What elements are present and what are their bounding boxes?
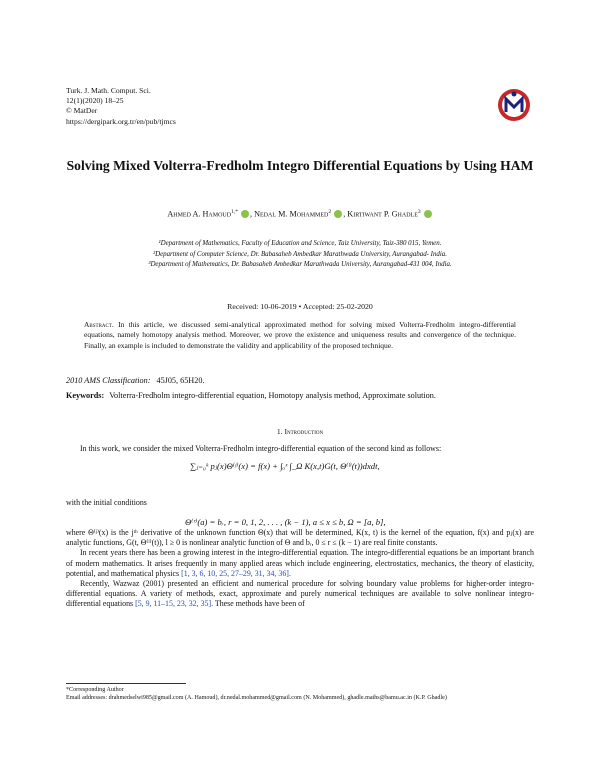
citation-link[interactable]: [5, 9, 11–15, 23, 32, 35]. — [135, 599, 214, 609]
journal-copyright: © MatDer — [66, 106, 98, 116]
initial-conditions-equation: Θ⁽ʳ⁾(a) = bᵣ, r = 0, 1, 2, . . . , (k − 1), a ≤ x ≤ b, Ω = [a, b], — [185, 517, 386, 527]
ams-value: 45J05, 65H20. — [156, 376, 205, 385]
author-name: Nedal M. Mohammed — [254, 209, 329, 219]
footnote-rule — [66, 683, 186, 684]
ams-label: 2010 AMS Classification: — [66, 376, 151, 385]
author-sup: 3 — [417, 209, 421, 215]
abstract — [84, 320, 516, 351]
orcid-icon[interactable] — [424, 210, 432, 218]
citation-link[interactable]: [1, 3, 6, 10, 25, 27–29, 31, 34, 36]. — [181, 568, 291, 578]
affiliation: ¹Department of Mathematics, Faculty of Education and Science, Taiz University, Taiz-380 015, Yemen. — [158, 240, 442, 247]
recent-text: In recent years there has been a growing interest in the integro-differential equation. The integro-differential equations be an important branch of modern mathematics. It arises frequently in many applied areas which include engineering, electrostatics, mechanics, the theory of elasticity, potential, and mathematical physics — [66, 548, 534, 578]
main-equation: ∑ⱼ₌₀ᵏ pⱼ(x)Θ⁽ʲ⁾(x) = f(x) + ∫ₐˣ ∫_Ω K(x,t)G(t, Θ⁽ˡ⁾(t))dxdt, — [190, 461, 380, 471]
section-heading: 1. Introduction — [276, 427, 324, 436]
where-paragraph: where Θ⁽ʲ⁾(x) is the jᵗʰ derivative of the unknown function Θ(x) that will be determined, K(x, t) is the kernel of the equation, f(x) and pⱼ(x) are analytic functions, G(t, Θ⁽ˡ⁾(t)), l ≥ 0 is nonlinear analytic function of Θ and bᵣ, 0 ≤ r ≤ (k − 1) are real finite constants. — [66, 528, 534, 548]
affiliation: ³Department of Mathematics, Dr. Babasaheb Ambedkar Marathwada University, Aurangabad-431 004, India. — [148, 261, 452, 268]
wazwaz-tail: These methods have been of — [214, 599, 305, 609]
orcid-icon[interactable] — [241, 210, 249, 218]
keywords-value: Volterra-Fredholm integro-differential equation, Homotopy analysis method, Approximate solution. — [109, 391, 436, 400]
keywords — [66, 391, 436, 400]
author-name: Kirtiwant P. Ghadle — [347, 209, 418, 219]
affiliations — [60, 239, 540, 271]
orcid-icon[interactable] — [334, 210, 342, 218]
abstract-text: In this article, we discussed semi-analytical approximated method for solving mixed Volterra-Fredholm integro-differential equations, namely homotopy analysis method. Moreover, we prove the existence and uniqueness results and convergence of the technique. Finally, an example is included to demonstrate the validity and applicability of the proposed technique. — [84, 320, 516, 350]
journal-url[interactable]: https://dergipark.org.tr/en/pub/tjmcs — [66, 116, 176, 126]
corresponding-author-note: *Corresponding Author — [66, 687, 124, 693]
body-text — [66, 528, 534, 610]
intro-paragraph: In this work, we consider the mixed Volterra-Fredholm integro-differential equation of the second kind as follows: — [80, 444, 442, 453]
recent-paragraph — [66, 548, 534, 579]
ams-classification — [66, 376, 204, 385]
footnotes — [66, 686, 534, 703]
author-sup: 2 — [328, 209, 332, 215]
initial-conditions-text: with the initial conditions — [66, 498, 147, 507]
wazwaz-paragraph — [66, 579, 534, 610]
author-name: Ahmed A. Hamoud — [167, 209, 232, 219]
matder-logo-icon — [497, 88, 531, 122]
journal-header — [66, 86, 176, 127]
paper-title: Solving Mixed Volterra-Fredholm Integro Differential Equations by Using HAM — [66, 158, 534, 173]
author-list: Ahmed A. Hamoud$^{1,*}$ , Nedal M. Mohammed$^2$ , Kirtiwant P. Ghadle$^3$ — [60, 209, 540, 219]
email-addresses: Email addresses: drahmedselwi985@gmail.com (A. Hamoud), dr.nedal.mohammed@gmail.com (N. Mohammed), ghadle.maths@bamu.ac.in (K.P. Ghadle) — [66, 695, 447, 702]
author-sup: 1,* — [231, 209, 238, 215]
keywords-label: Keywords: — [66, 391, 105, 400]
received-accepted-dates: Received: 10-06-2019 • Accepted: 25-02-2020 — [227, 302, 373, 311]
abstract-label: Abstract. — [84, 320, 114, 329]
affiliation: ²Department of Computer Science, Dr. Babasaheb Ambedkar Marathwada University, Aurangabad- India. — [153, 250, 447, 258]
wazwaz-text: Recently, Wazwaz (2001) presented an efficient and numerical procedure for solving boundary value problems for higher-order integro-differential equations. A variety of methods, exact, approximate and purely numerical techniques are available to solve nonlinear integro-differential equations — [66, 579, 534, 609]
journal-volume: 12(1)(2020) 18–25 — [66, 96, 124, 106]
journal-name: Turk. J. Math. Comput. Sci. — [66, 86, 151, 95]
